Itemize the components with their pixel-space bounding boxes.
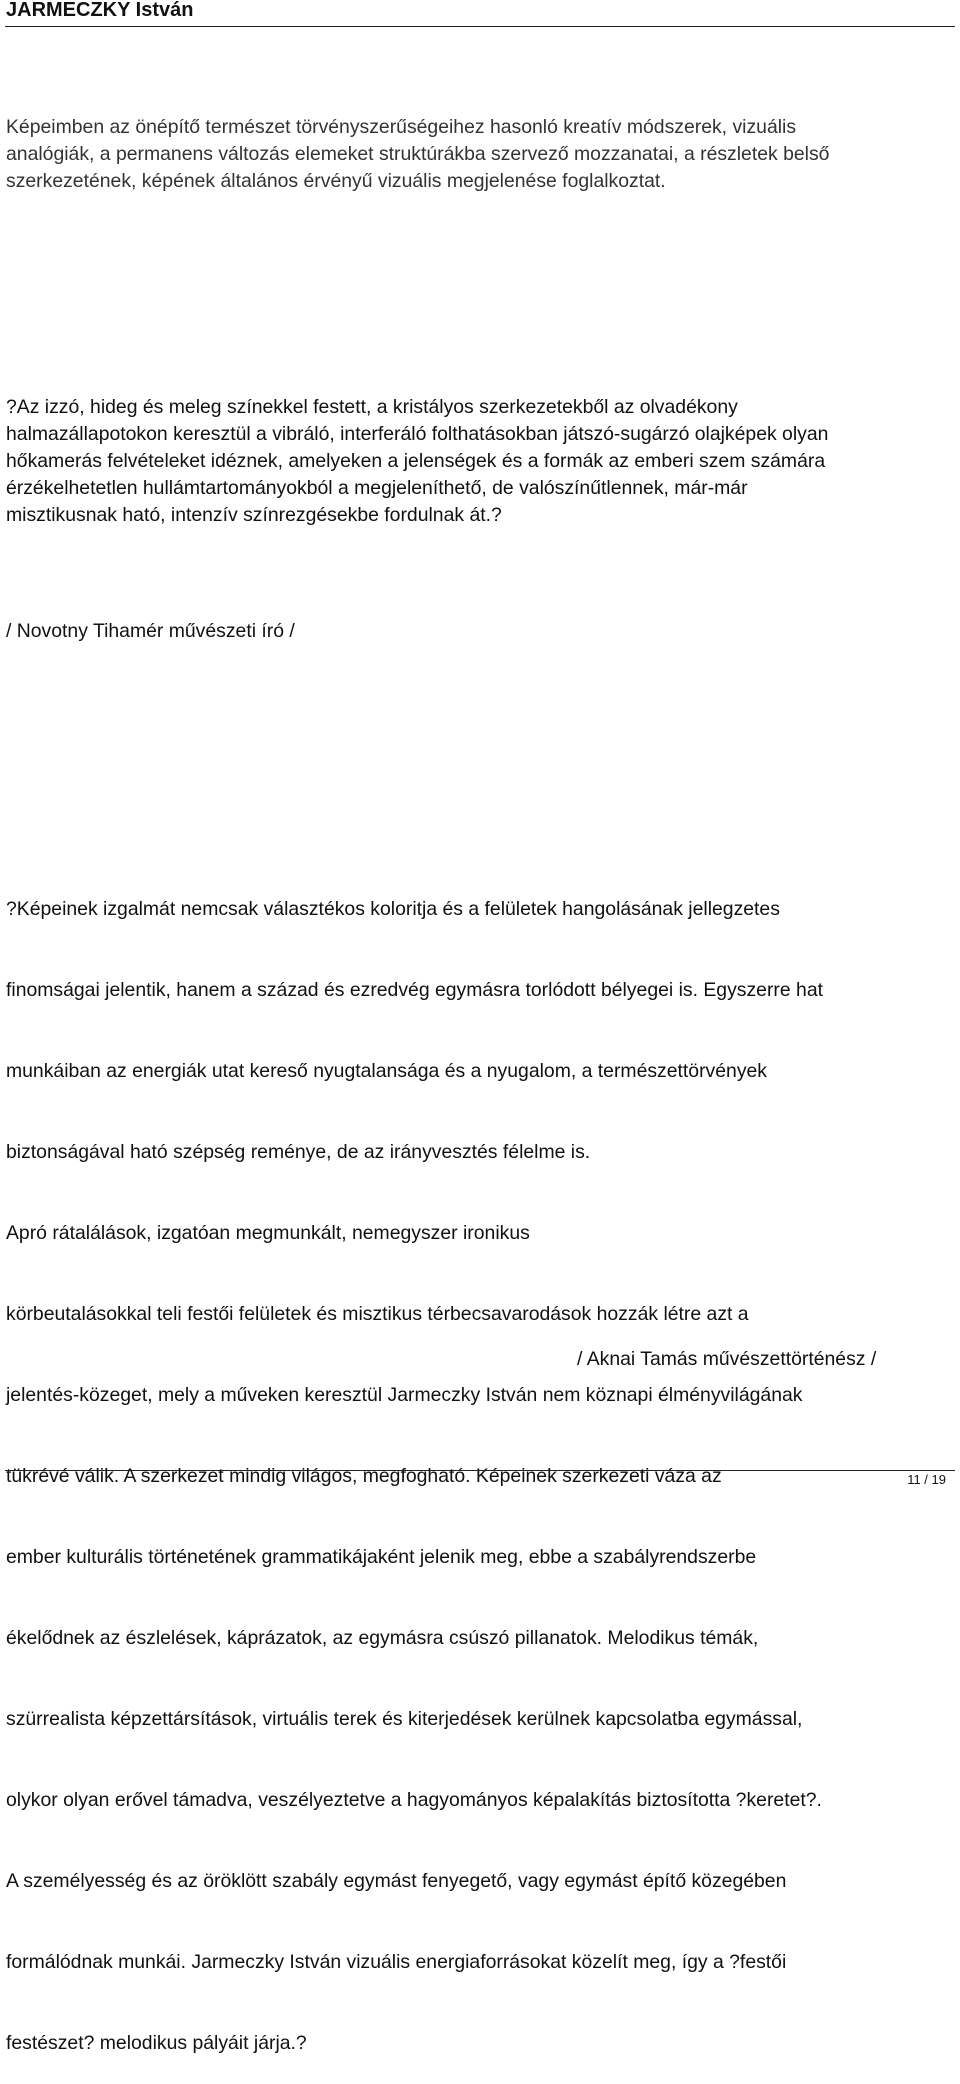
paragraph-intro xyxy=(6,114,954,195)
text-line: A személyesség és az öröklött szabály egymást fenyegető, vagy egymást építő közegében xyxy=(6,1870,787,1892)
text-line: szerkezetének, képének általános érvényű vizuális megjelenése foglalkoztat. xyxy=(6,170,666,192)
signature-novotny xyxy=(6,618,954,645)
footer-divider xyxy=(5,1470,955,1471)
document-header-title: JARMECZKY István xyxy=(6,0,194,21)
text-line: ember kulturális történetének grammatikájaként jelenik meg, ebbe a szabályrendszerbe xyxy=(6,1546,757,1568)
text-line: jelentés-közeget, mely a műveken keresztül Jarmeczky István nem köznapi élményvilágának xyxy=(6,1384,803,1406)
text-line: misztikusnak ható, intenzív színrezgésekbe fordulnak át.? xyxy=(6,504,502,526)
text-line: finomságai jelentik, hanem a század és ezredvég egymásra torlódott bélyegei is. Egyszerre hat xyxy=(6,979,823,1001)
text-line: hőkamerás felvételeket idéznek, amelyeken a jelenségek és a formák az emberi szem számára xyxy=(6,450,826,472)
text-line: festészet? melodikus pályáit járja.? xyxy=(6,2032,307,2054)
page-number: 11 / 19 xyxy=(907,1472,946,1487)
text-line: ?Képeinek izgalmát nemcsak választékos koloritja és a felületek hangolásának jellegzetes xyxy=(6,898,780,920)
header-divider xyxy=(5,26,955,27)
text-line: olykor olyan erővel támadva, veszélyeztetve a hagyományos képalakítás biztosította ?keretet?. xyxy=(6,1789,822,1811)
text-line: Apró rátalálások, izgatóan megmunkált, nemegyszer ironikus xyxy=(6,1222,530,1244)
signature-aknai: / Aknai Tamás művészettörténész / xyxy=(577,1348,877,1370)
quote-novotny xyxy=(6,394,954,529)
text-line: körbeutalásokkal teli festői felületek és misztikus térbecsavarodások hozzák létre azt a xyxy=(6,1303,749,1325)
text-line: formálódnak munkái. Jarmeczky István vizuális energiaforrásokat közelít meg, így a ?festői xyxy=(6,1951,787,1973)
text-line: munkáiban az energiák utat kereső nyugtalansága és a nyugalom, a természettörvények xyxy=(6,1060,767,1082)
text-line: ?Az izzó, hideg és meleg színekkel festett, a kristályos szerkezetekből az olvadékony xyxy=(6,396,738,418)
signature-text: / Novotny Tihamér művészeti író / xyxy=(6,620,295,642)
text-line: érzékelhetetlen hullámtartományokból a megjeleníthető, de valószínűtlennek, már-már xyxy=(6,477,748,499)
text-line: biztonságával ható szépség reménye, de az irányvesztés félelme is. xyxy=(6,1141,591,1163)
text-line: szürrealista képzettársítások, virtuális terek és kiterjedések kerülnek kapcsolatba egymással, xyxy=(6,1708,803,1730)
text-line: analógiák, a permanens változás elemeket struktúrákba szervező mozzanatai, a részletek belső xyxy=(6,143,830,165)
quote-aknai xyxy=(6,842,954,2084)
text-line: halmazállapotokon keresztül a vibráló, interferáló folthatásokban játszó-sugárzó olajképek olyan xyxy=(6,423,829,445)
text-line: ékelődnek az észlelések, káprázatok, az egymásra csúszó pillanatok. Melodikus témák, xyxy=(6,1627,759,1649)
text-line: tükrévé válik. A szerkezet mindig világos, megfogható. Képeinek szerkezeti váza az xyxy=(6,1465,722,1487)
text-line: Képeimben az önépítő természet törvényszerűségeihez hasonló kreatív módszerek, vizuális xyxy=(6,116,797,138)
